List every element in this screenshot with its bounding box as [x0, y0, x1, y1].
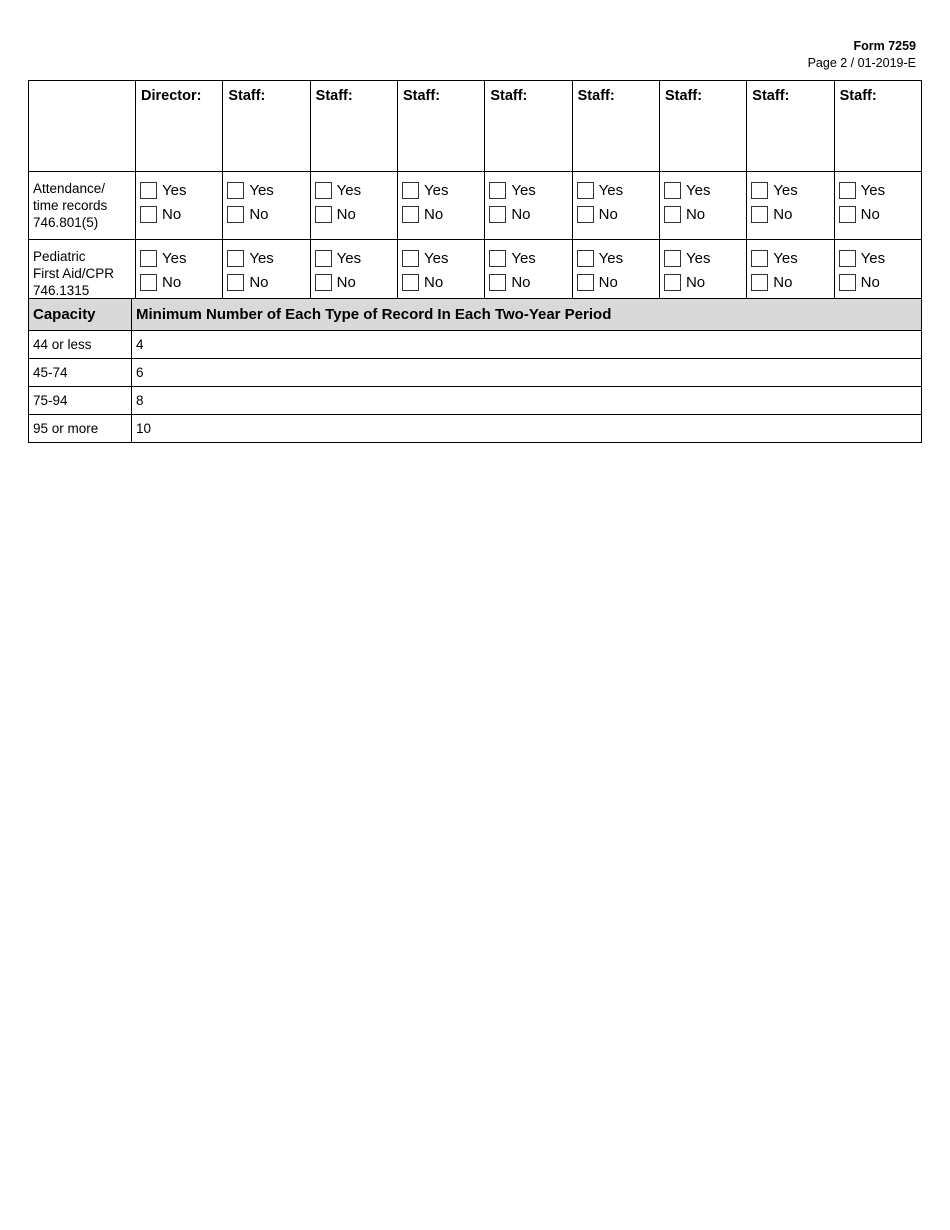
yes-checkbox[interactable]: [751, 182, 768, 199]
yes-option: [489, 178, 571, 202]
column-header: Staff:: [834, 81, 921, 172]
yes-checkbox[interactable]: [577, 250, 594, 267]
yes-option: [402, 246, 484, 270]
no-checkbox[interactable]: [751, 274, 768, 291]
no-checkbox[interactable]: [315, 206, 332, 223]
no-checkbox[interactable]: [839, 206, 856, 223]
yes-label: Yes: [423, 249, 449, 267]
yes-label: Yes: [860, 181, 886, 199]
yes-option: [577, 178, 659, 202]
yes-label: Yes: [598, 181, 624, 199]
yes-label: Yes: [249, 249, 274, 267]
no-option: [751, 270, 833, 294]
yes-checkbox[interactable]: [402, 250, 419, 267]
yes-checkbox[interactable]: [140, 250, 157, 267]
no-checkbox[interactable]: [140, 274, 157, 291]
no-option: [839, 270, 921, 294]
no-option: [227, 202, 309, 226]
yes-no-cell: [136, 172, 223, 240]
page-info: Page 2 / 01-2019-E: [807, 56, 916, 70]
yes-label: Yes: [685, 249, 711, 267]
row-label-line: time records: [33, 198, 108, 213]
column-header: Staff:: [397, 81, 484, 172]
yes-option: [839, 246, 921, 270]
yes-label: Yes: [773, 249, 798, 267]
yes-no-cell: [397, 172, 484, 240]
yes-option: [751, 178, 833, 202]
capacity-value: 75-94: [29, 387, 132, 415]
yes-no-cell: [485, 172, 572, 240]
capacity-row: [29, 415, 922, 443]
no-option: [315, 270, 397, 294]
column-header: Staff:: [310, 81, 397, 172]
no-label: No: [773, 273, 793, 291]
row-label-line: Attendance/: [33, 181, 106, 196]
yes-option: [227, 246, 309, 270]
no-option: [664, 270, 746, 294]
column-header: Staff:: [572, 81, 659, 172]
capacity-table: [28, 298, 922, 443]
column-header: Director:: [136, 81, 223, 172]
form-number: Form 7259: [853, 39, 916, 53]
no-label: No: [685, 273, 706, 291]
no-option: [402, 270, 484, 294]
yes-option: [489, 246, 571, 270]
no-label: No: [511, 205, 531, 223]
yes-checkbox[interactable]: [489, 182, 506, 199]
column-header: Staff:: [747, 81, 834, 172]
no-label: No: [249, 205, 269, 223]
minimum-records-value: 4: [132, 331, 922, 359]
no-label: No: [336, 273, 356, 291]
yes-label: Yes: [860, 249, 886, 267]
yes-checkbox[interactable]: [751, 250, 768, 267]
no-label: No: [598, 273, 618, 291]
yes-no-cell: [572, 172, 659, 240]
yes-no-cell: [223, 172, 310, 240]
capacity-value: 45-74: [29, 359, 132, 387]
yes-checkbox[interactable]: [315, 250, 332, 267]
no-checkbox[interactable]: [839, 274, 856, 291]
yes-label: Yes: [511, 181, 536, 199]
yes-option: [839, 178, 921, 202]
yes-option: [227, 178, 309, 202]
yes-label: Yes: [598, 249, 624, 267]
no-checkbox[interactable]: [489, 274, 506, 291]
no-option: [839, 202, 921, 226]
no-label: No: [773, 205, 793, 223]
no-label: No: [249, 273, 269, 291]
capacity-value: 95 or more: [29, 415, 132, 443]
form-header: [808, 38, 916, 72]
no-label: No: [685, 205, 706, 223]
minimum-records-value: 6: [132, 359, 922, 387]
no-option: [140, 202, 222, 226]
column-header: Staff:: [223, 81, 310, 172]
no-checkbox[interactable]: [577, 206, 594, 223]
no-option: [227, 270, 309, 294]
no-option: [751, 202, 833, 226]
no-label: No: [860, 205, 880, 223]
no-label: No: [423, 205, 444, 223]
capacity-row: [29, 359, 922, 387]
column-header: Staff:: [485, 81, 572, 172]
row-label-line: First Aid/CPR: [33, 266, 115, 281]
minimum-records-value: 10: [132, 415, 922, 443]
yes-label: Yes: [423, 181, 449, 199]
no-label: No: [511, 273, 531, 291]
no-option: [577, 270, 659, 294]
row-label-line: 746.1315: [33, 283, 90, 298]
yes-no-cell: [834, 172, 921, 240]
capacity-row: [29, 331, 922, 359]
no-option: [489, 270, 571, 294]
yes-checkbox[interactable]: [402, 182, 419, 199]
no-label: No: [162, 273, 182, 291]
no-checkbox[interactable]: [315, 274, 332, 291]
yes-option: [315, 246, 397, 270]
yes-checkbox[interactable]: [577, 182, 594, 199]
no-checkbox[interactable]: [402, 206, 419, 223]
corner-cell: [29, 81, 136, 172]
no-option: [664, 202, 746, 226]
yes-option: [577, 246, 659, 270]
yes-label: Yes: [336, 181, 362, 199]
no-label: No: [598, 205, 618, 223]
no-option: [402, 202, 484, 226]
yes-option: [402, 178, 484, 202]
minimum-records-value: 8: [132, 387, 922, 415]
capacity-header-row: [29, 299, 922, 331]
yes-label: Yes: [685, 181, 711, 199]
no-option: [315, 202, 397, 226]
yes-no-cell: [747, 172, 834, 240]
no-checkbox[interactable]: [664, 274, 681, 291]
yes-option: [315, 178, 397, 202]
capacity-header: Capacity: [29, 299, 132, 331]
row-label-line: 746.801(5): [33, 215, 99, 230]
no-option: [140, 270, 222, 294]
yes-checkbox[interactable]: [140, 182, 157, 199]
capacity-value: 44 or less: [29, 331, 132, 359]
attendance-row: [29, 172, 922, 240]
yes-checkbox[interactable]: [839, 250, 856, 267]
no-checkbox[interactable]: [664, 206, 681, 223]
no-checkbox[interactable]: [577, 274, 594, 291]
yes-checkbox[interactable]: [664, 250, 681, 267]
staff-records-table: [28, 80, 922, 308]
yes-label: Yes: [162, 181, 187, 199]
no-option: [489, 202, 571, 226]
no-checkbox[interactable]: [140, 206, 157, 223]
no-label: No: [423, 273, 444, 291]
yes-checkbox[interactable]: [489, 250, 506, 267]
yes-option: [751, 246, 833, 270]
yes-checkbox[interactable]: [227, 250, 244, 267]
yes-label: Yes: [773, 181, 798, 199]
no-option: [577, 202, 659, 226]
capacity-row: [29, 387, 922, 415]
yes-option: [664, 246, 746, 270]
yes-option: [664, 178, 746, 202]
yes-option: [140, 246, 222, 270]
column-header: Staff:: [659, 81, 746, 172]
no-label: No: [860, 273, 880, 291]
yes-label: Yes: [249, 181, 274, 199]
no-checkbox[interactable]: [751, 206, 768, 223]
row-label: [29, 172, 136, 240]
yes-checkbox[interactable]: [664, 182, 681, 199]
no-checkbox[interactable]: [402, 274, 419, 291]
no-checkbox[interactable]: [489, 206, 506, 223]
yes-option: [140, 178, 222, 202]
yes-checkbox[interactable]: [315, 182, 332, 199]
yes-label: Yes: [336, 249, 362, 267]
yes-checkbox[interactable]: [839, 182, 856, 199]
yes-checkbox[interactable]: [227, 182, 244, 199]
yes-no-cell: [659, 172, 746, 240]
no-checkbox[interactable]: [227, 206, 244, 223]
yes-no-cell: [310, 172, 397, 240]
row-label-line: Pediatric: [33, 249, 86, 264]
no-label: No: [336, 205, 356, 223]
staff-header-row: [29, 81, 922, 172]
yes-label: Yes: [511, 249, 536, 267]
minimum-records-header: Minimum Number of Each Type of Record In Each Two-Year Period: [132, 299, 922, 331]
yes-label: Yes: [162, 249, 187, 267]
no-checkbox[interactable]: [227, 274, 244, 291]
no-label: No: [162, 205, 182, 223]
